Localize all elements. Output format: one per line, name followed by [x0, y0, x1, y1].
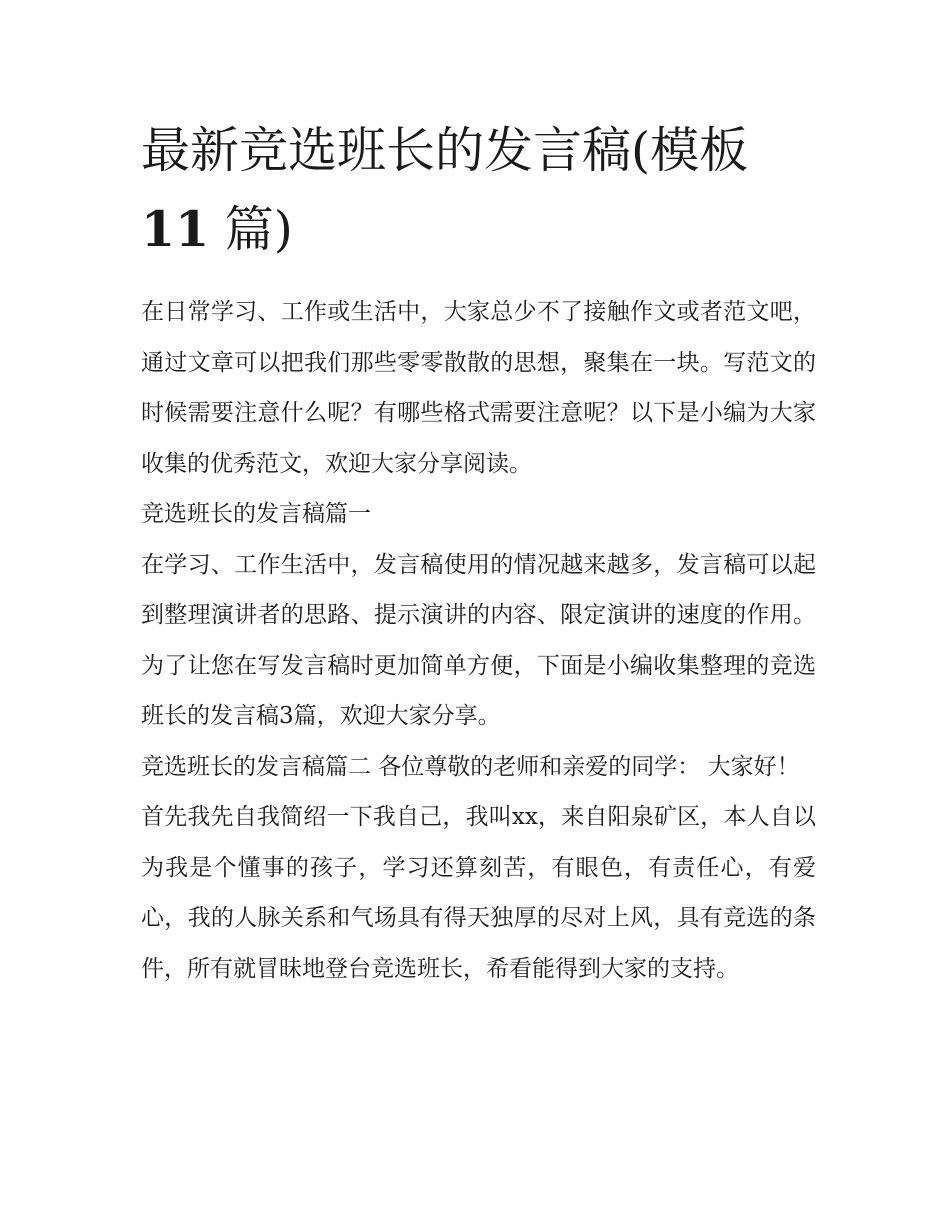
paragraph-intro: 在日常学习、工作或生活中，大家总少不了接触作文或者范文吧，通过文章可以把我们那些零零散散的思想，聚集在一块。写范文的时候需要注意什么呢？有哪些格式需要注意呢？以下是小编为大家收集的优秀范文，欢迎大家分享阅读。: [141, 299, 816, 477]
section-heading-2: 竞选班长的发言稿篇二 各位尊敬的老师和亲爱的同学： 大家好！: [141, 753, 800, 780]
section-heading-1: 竞选班长的发言稿篇一: [141, 501, 371, 527]
title-end: 篇): [224, 201, 293, 258]
document-body: [141, 112, 816, 994]
title-number: 11: [141, 200, 210, 258]
title-main: 最新竞选班长的发言稿(模板: [141, 122, 749, 179]
paragraph-self-intro: 首先我先自我简绍一下我自己，我叫xx，来自阳泉矿区，本人自以为我是个懂事的孩子，学习还算刻苦，有眼色，有责任心，有爱心，我的人脉关系和气场具有得天独厚的尽对上风，具有竞选的条件，所有就冒昧地登台竞选班长，希看能得到大家的支持。: [141, 804, 816, 982]
document-title: [141, 112, 816, 269]
paragraph-speech-intro: 在学习、工作生活中，发言稿使用的情况越来越多，发言稿可以起到整理演讲者的思路、提示演讲的内容、限定演讲的速度的作用。为了让您在写发言稿时更加简单方便，下面是小编收集整理的竞选班长的发言稿3篇，欢迎大家分享。: [141, 551, 816, 729]
